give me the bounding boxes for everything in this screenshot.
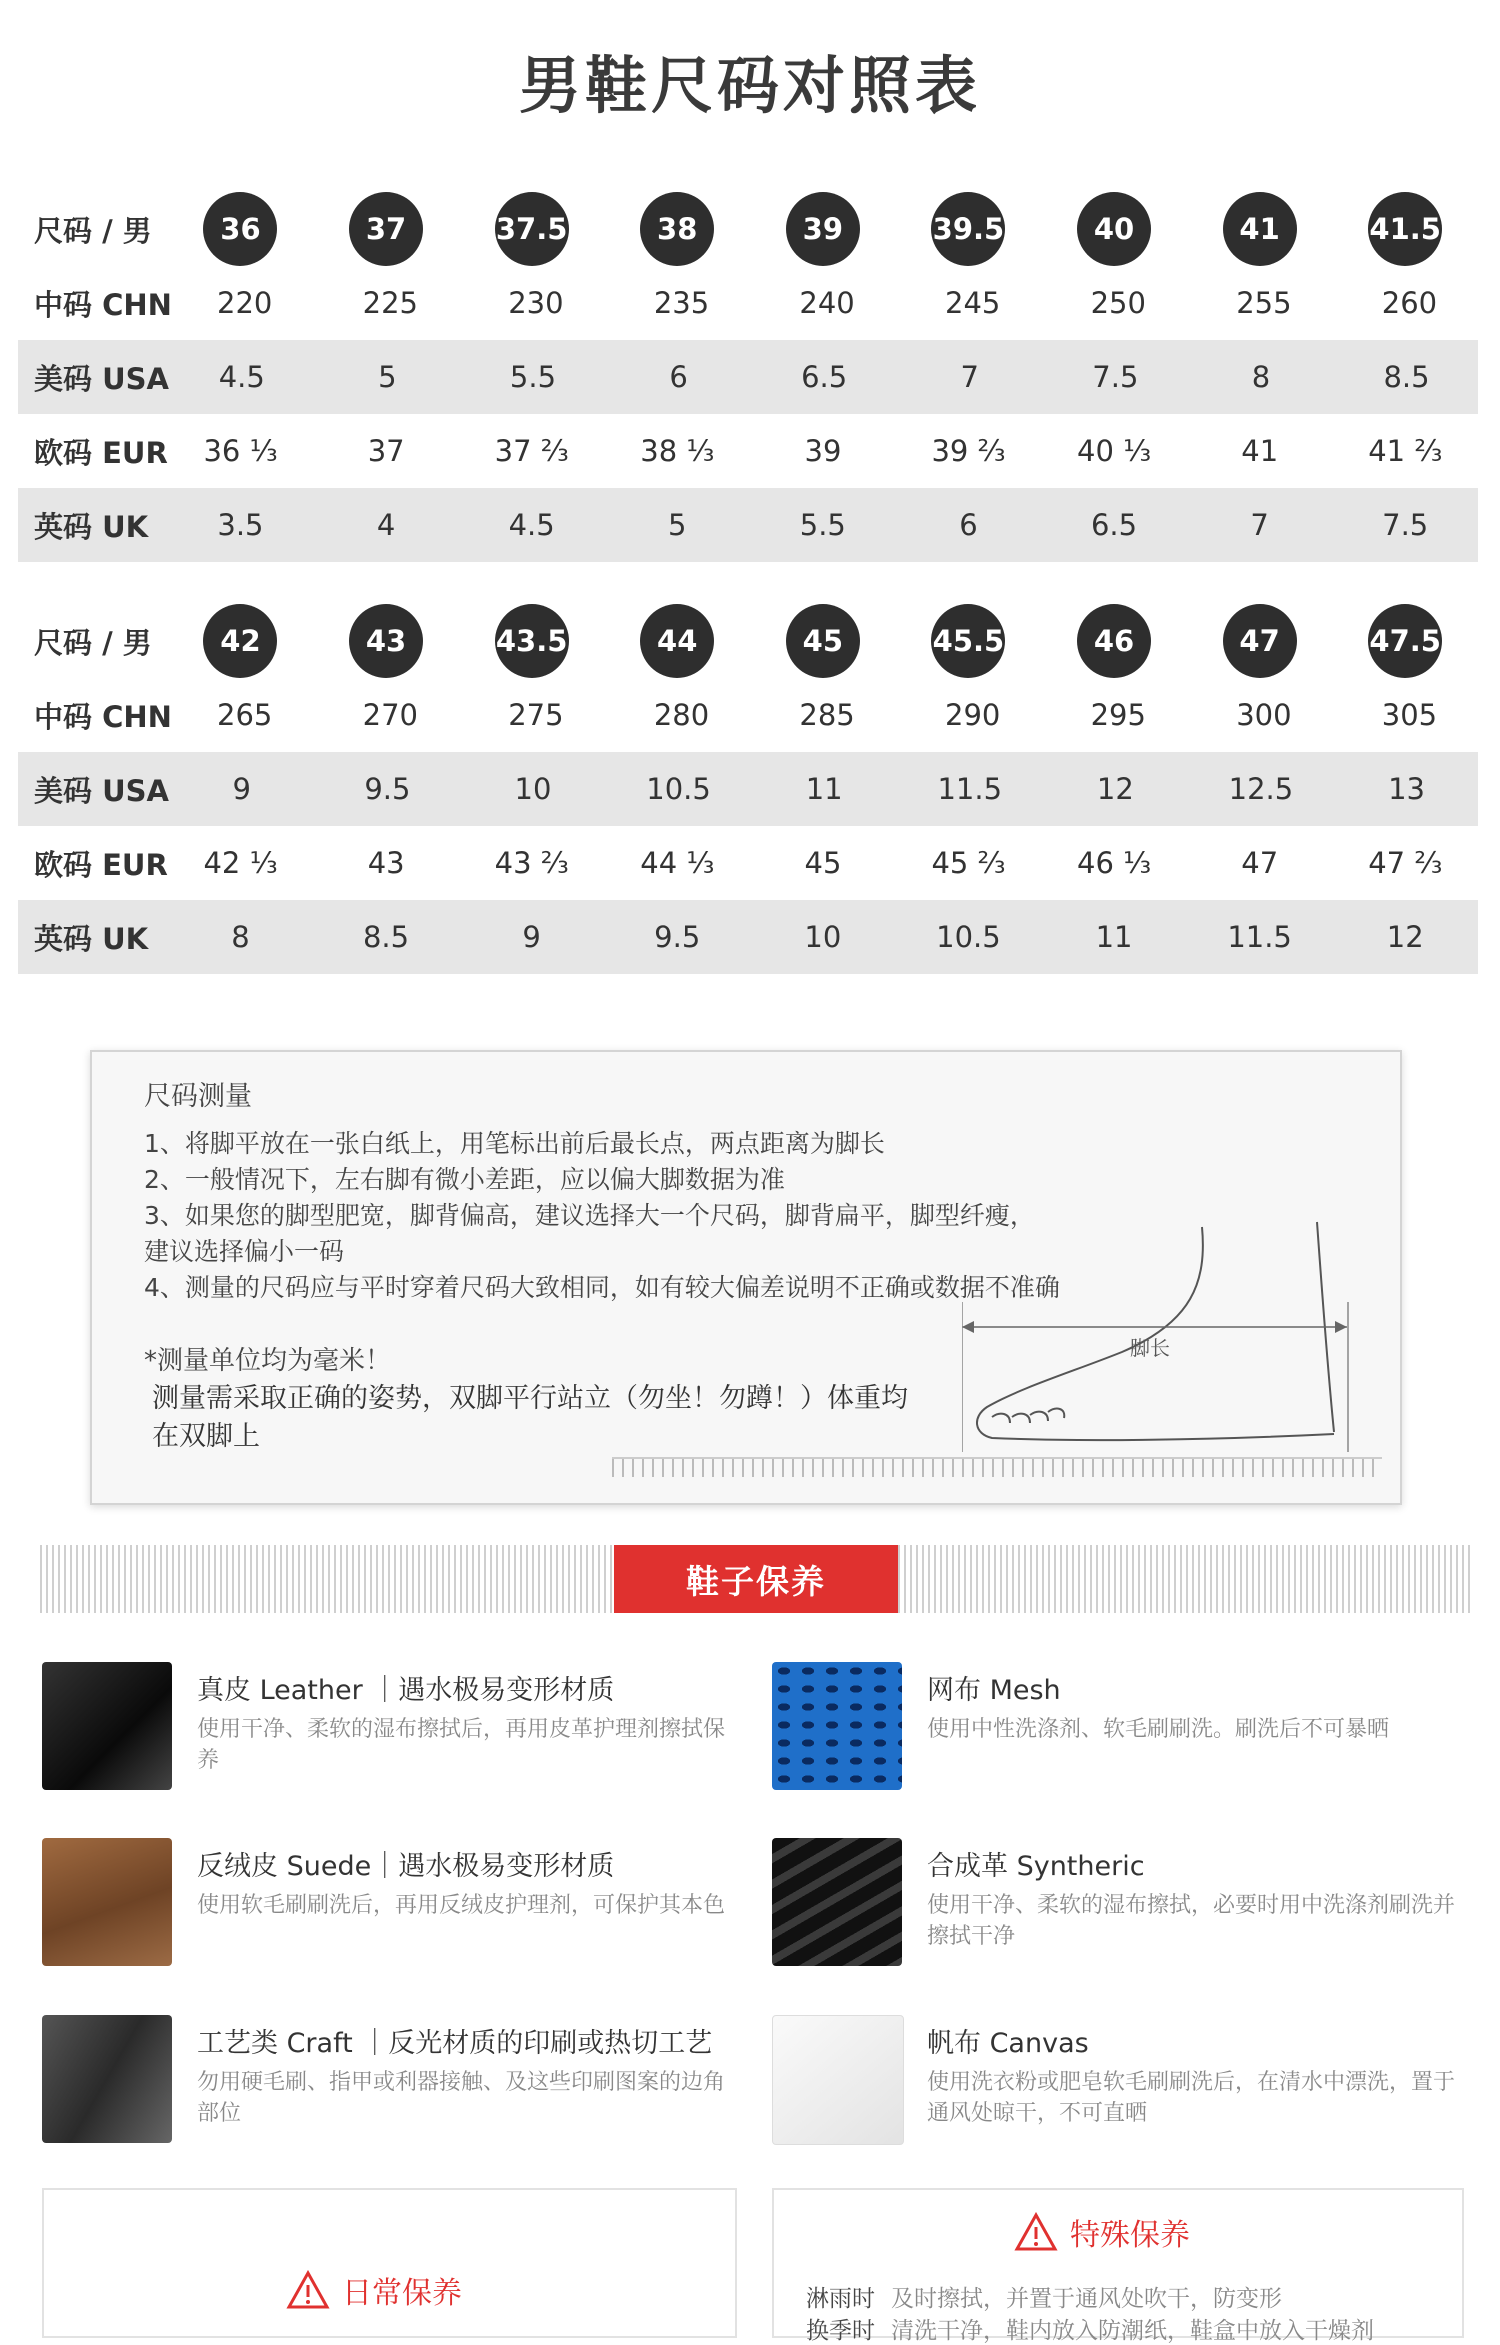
table-cell: 46 ⅓ (1077, 846, 1152, 880)
chn-row (18, 678, 1478, 752)
table-cell: 6 (669, 360, 688, 394)
table-cell: 5.5 (799, 508, 846, 542)
daily-care-box (42, 2188, 737, 2338)
table-cell: 47 ⅔ (1368, 846, 1443, 880)
warning-icon (286, 2270, 330, 2310)
size-circle: 47.5 (1368, 604, 1442, 678)
material-name: 帆布 Canvas (927, 2028, 1089, 2059)
size-circle: 47 (1223, 604, 1297, 678)
row-label: 英码 UK (34, 921, 149, 956)
table-cell: 45 ⅔ (931, 846, 1006, 880)
table-cell: 6.5 (1090, 508, 1138, 542)
size-circle: 42 (203, 604, 277, 678)
eur-row (18, 414, 1478, 488)
table-cell: 235 (653, 286, 710, 320)
row-label: 英码 UK (34, 509, 149, 544)
row-label: 欧码 EUR (34, 847, 168, 882)
size-table-2 (18, 604, 1478, 974)
uk-row (18, 900, 1478, 974)
table-cell: 240 (799, 286, 855, 320)
synthetic-swatch (772, 1838, 902, 1966)
table-cell: 250 (1090, 286, 1146, 320)
size-table-1 (18, 192, 1478, 562)
measurement-step: 2、一般情况下，左右脚有微小差距，应以偏大脚数据为准 (144, 1165, 785, 1194)
material-desc: 使用中性洗涤剂、软毛刷刷洗。刷洗后不可暴晒 (927, 1717, 1390, 1742)
table-cell: 4.5 (508, 508, 555, 542)
posture-note: 在双脚上 (152, 1421, 260, 1452)
table-cell: 225 (362, 286, 418, 320)
table-cell: 40 ⅓ (1077, 434, 1152, 468)
size-row (18, 604, 1478, 678)
special-care-box (772, 2188, 1464, 2344)
table-cell: 230 (508, 286, 564, 320)
measurement-title: 尺码测量 (144, 1081, 252, 1112)
table-cell: 47 (1241, 846, 1279, 880)
table-cell: 265 (217, 698, 273, 732)
unit-note: *测量单位均为毫米！ (144, 1346, 392, 1376)
size-circle: 43 (349, 604, 423, 678)
table-cell: 7 (1250, 508, 1269, 542)
table-cell: 270 (362, 698, 418, 732)
table-cell: 220 (217, 286, 273, 320)
measurement-step: 4、测量的尺码应与平时穿着尺码大致相同，如有较大偏差说明不正确或数据不准确 (144, 1273, 1060, 1302)
table-cell: 7 (960, 360, 979, 394)
measurement-step: 1、将脚平放在一张白纸上，用笔标出前后最长点，两点距离为脚长 (144, 1129, 885, 1158)
usa-row (18, 340, 1478, 414)
special-care-line: 淋雨时 及时擦拭，并置于通风处吹干，防变形 (806, 2286, 1282, 2312)
row-label: 中码 CHN (34, 287, 172, 322)
table-cell: 295 (1090, 698, 1146, 732)
eur-row (18, 826, 1478, 900)
table-cell: 42 ⅓ (203, 846, 278, 880)
table-cell: 8 (1251, 360, 1271, 394)
table-cell: 9 (522, 920, 541, 954)
table-cell: 255 (1236, 286, 1292, 320)
size-circle: 39 (786, 192, 860, 266)
warning-icon (1014, 2212, 1058, 2252)
material-desc: 使用洗衣粉或肥皂软毛刷刷洗后，在清水中漂洗，置于通风处晾干，不可直晒 (927, 2070, 1456, 2126)
table-cell: 6 (959, 508, 978, 542)
table-cell: 12 (1096, 772, 1134, 806)
uk-row (18, 488, 1478, 562)
table-cell: 4 (376, 508, 396, 542)
material-craft (42, 2015, 742, 2155)
table-cell: 8.5 (1383, 360, 1430, 394)
size-row (18, 192, 1478, 266)
craft-swatch (42, 2015, 172, 2143)
size-circle: 39.5 (931, 192, 1005, 266)
table-cell: 280 (653, 698, 710, 732)
daily-care-title: 日常保养 (342, 2276, 462, 2311)
table-cell: 10.5 (936, 920, 1001, 954)
table-cell: 260 (1381, 286, 1438, 320)
size-label: 尺码 / 男 (34, 213, 152, 248)
table-cell: 37 ⅔ (494, 434, 569, 468)
table-cell: 9 (232, 772, 251, 806)
foot-diagram (962, 1202, 1392, 1452)
suede-swatch (42, 1838, 172, 1966)
size-circle: 46 (1077, 604, 1151, 678)
care-title: 鞋子保养 (614, 1545, 898, 1613)
table-cell: 9.5 (364, 772, 411, 806)
leather-swatch (42, 1662, 172, 1790)
size-circle: 41 (1223, 192, 1297, 266)
table-cell: 39 (804, 434, 842, 468)
table-cell: 7.5 (1382, 508, 1429, 542)
table-cell: 43 (367, 846, 405, 880)
table-cell: 11 (1095, 920, 1133, 954)
row-label: 美码 USA (34, 361, 169, 396)
measurement-step: 3、如果您的脚型肥宽，脚背偏高，建议选择大一个尺码，脚背扁平，脚型纤瘦， (144, 1201, 1035, 1230)
table-cell: 41 (1241, 434, 1279, 468)
size-circle: 36 (203, 192, 277, 266)
size-circle: 43.5 (495, 604, 569, 678)
table-cell: 285 (799, 698, 855, 732)
table-cell: 10 (514, 772, 552, 806)
chn-row (18, 266, 1478, 340)
material-name: 反绒皮 Suede｜遇水极易变形材质 (197, 1851, 615, 1882)
table-cell: 9.5 (654, 920, 701, 954)
table-cell: 11.5 (1227, 920, 1292, 954)
material-name: 网布 Mesh (927, 1675, 1061, 1706)
material-desc: 勿用硬毛刷、指甲或利器接触、及这些印刷图案的边角部位 (197, 2070, 726, 2126)
table-cell: 11 (805, 772, 843, 806)
material-synthetic (772, 1838, 1472, 1978)
table-cell: 300 (1236, 698, 1292, 732)
table-cell: 275 (508, 698, 564, 732)
table-cell: 12.5 (1228, 772, 1294, 806)
material-name: 工艺类 Craft ｜反光材质的印刷或热切工艺 (197, 2028, 713, 2059)
table-cell: 5 (668, 508, 687, 542)
table-cell: 45 (804, 846, 842, 880)
material-desc: 使用软毛刷刷洗后，再用反绒皮护理剂，可保护其本色 (197, 1893, 726, 1918)
ruler (612, 1457, 1382, 1477)
table-cell: 305 (1381, 698, 1438, 732)
material-desc: 使用干净、柔软的湿布擦拭后，再用皮革护理剂擦拭保养 (197, 1717, 726, 1773)
measurement-step: 建议选择偏小一码 (144, 1237, 345, 1266)
row-label: 中码 CHN (34, 699, 172, 734)
table-cell: 39 ⅔ (931, 434, 1006, 468)
material-suede (42, 1838, 742, 1978)
material-name: 真皮 Leather ｜遇水极易变形材质 (197, 1675, 615, 1706)
size-circle: 38 (640, 192, 714, 266)
usa-row (18, 752, 1478, 826)
size-circle: 41.5 (1368, 192, 1442, 266)
table-cell: 11.5 (937, 772, 1003, 806)
size-circle: 45.5 (931, 604, 1005, 678)
table-cell: 290 (945, 698, 1001, 732)
size-circle: 40 (1077, 192, 1151, 266)
material-canvas (772, 2015, 1472, 2155)
row-label: 欧码 EUR (34, 435, 168, 470)
row-label: 美码 USA (34, 773, 169, 808)
table-cell: 5.5 (509, 360, 557, 394)
size-circle: 37 (349, 192, 423, 266)
table-cell: 7.5 (1092, 360, 1139, 394)
table-cell: 8 (231, 920, 250, 954)
size-label: 尺码 / 男 (34, 625, 152, 660)
table-cell: 5 (378, 360, 397, 394)
table-cell: 10.5 (646, 772, 711, 806)
table-cell: 10 (804, 920, 842, 954)
mesh-swatch (772, 1662, 902, 1790)
table-cell: 37 (367, 434, 405, 468)
table-cell: 3.5 (217, 508, 264, 542)
table-cell: 38 ⅓ (640, 434, 715, 468)
material-name: 合成革 Syntheric (927, 1851, 1145, 1882)
material-mesh (772, 1662, 1472, 1802)
table-cell: 8.5 (362, 920, 410, 954)
table-cell: 245 (945, 286, 1001, 320)
foot-length-label: 脚长 (1130, 1336, 1170, 1360)
table-cell: 4.5 (218, 360, 265, 394)
material-leather (42, 1662, 742, 1802)
table-cell: 36 ⅓ (203, 434, 278, 468)
page-title: 男鞋尺码对照表 (518, 49, 981, 122)
table-cell: 44 ⅓ (640, 846, 715, 880)
size-circle: 45 (786, 604, 860, 678)
table-cell: 41 ⅔ (1368, 434, 1443, 468)
measurement-panel (90, 1050, 1402, 1505)
table-cell: 13 (1388, 772, 1425, 806)
size-circle: 44 (640, 604, 714, 678)
canvas-swatch (772, 2015, 904, 2145)
material-desc: 使用干净、柔软的湿布擦拭，必要时用中洗涤剂刷洗并擦拭干净 (927, 1893, 1456, 1949)
special-care-title: 特殊保养 (1070, 2218, 1190, 2253)
special-care-line: 换季时 清洗干净，鞋内放入防潮纸，鞋盒中放入干燥剂 (806, 2318, 1374, 2344)
table-cell: 6.5 (801, 360, 848, 394)
table-cell: 43 ⅔ (494, 846, 569, 880)
table-cell: 12 (1386, 920, 1424, 954)
posture-note: 测量需采取正确的姿势，双脚平行站立（勿坐！勿蹲！）体重均 (152, 1383, 908, 1414)
size-circle: 37.5 (495, 192, 569, 266)
